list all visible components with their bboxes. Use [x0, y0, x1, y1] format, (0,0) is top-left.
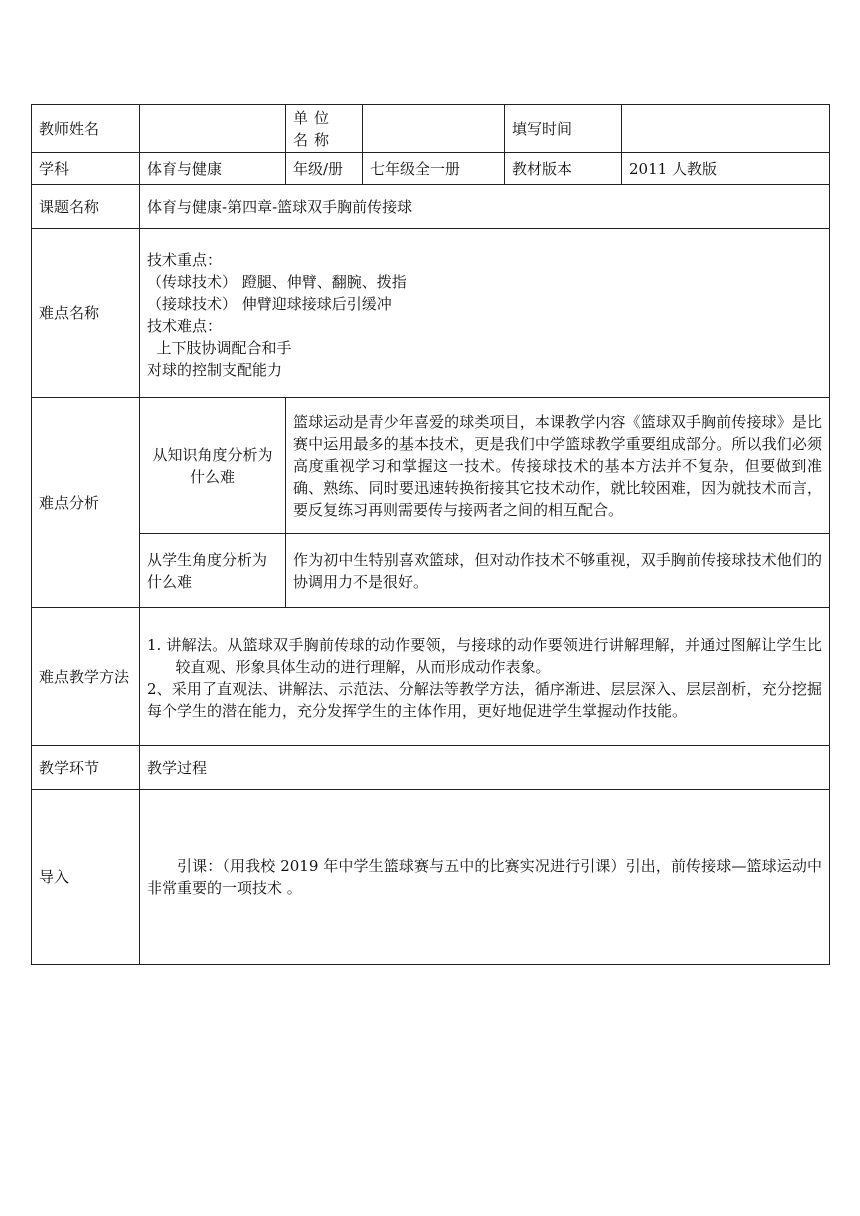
fill-time-value: [622, 105, 830, 153]
lesson-plan-table: [31, 104, 830, 965]
grade-label: 年级/册: [286, 153, 363, 185]
topic-label: 课题名称: [32, 185, 140, 229]
method-item-2: 2、采用了直观法、讲解法、示范法、分解法等教学方法，循序渐进、层层深入、层层剖析，充分挖掘每个学生的潜在能力，充分发挥学生的主体作用，更好地促进学生掌握动作技能。: [147, 679, 822, 720]
textbook-label: 教材版本: [505, 153, 622, 185]
analysis-row-knowledge: [32, 398, 830, 534]
difficulty-row: [32, 229, 830, 398]
difficult-point-line-1: 上下肢协调配合和手: [147, 338, 292, 357]
analysis-label: 难点分析: [32, 398, 140, 608]
passing-technique-line: （传球技术） 蹬腿、伸臂、翻腕、拨指: [147, 272, 407, 291]
analysis-row-student: [32, 534, 830, 608]
knowledge-angle-text: 篮球运动是青少年喜爱的球类项目，本课教学内容《篮球双手胸前传接球》是比赛中运用最多的基本技术，更是我们中学篮球教学重要组成部分。所以我们必须高度重视学习和掌握这一技术。传接球技术的基本方法并不复杂，但要做到准确、熟练、同时要迅速转换衔接其它技术动作，就比较困难，因为就技术而言，要反复练习再则需要传与接两者之间的相互配合。: [286, 398, 830, 534]
subject-value: 体育与健康: [140, 153, 286, 185]
difficulty-content: [140, 229, 830, 398]
topic-row: [32, 185, 830, 229]
intro-label: 导入: [32, 790, 140, 965]
student-angle-label: 从学生角度分析为什么难: [140, 534, 286, 608]
teacher-name-value: [140, 105, 286, 153]
method-label: 难点教学方法: [32, 608, 140, 746]
intro-text: 引课：（用我校 2019 年中学生篮球赛与五中的比赛实况进行引课）引出，前传接球—篮球运动中非常重要的一项技术 。: [140, 790, 830, 965]
grade-value: 七年级全一册: [363, 153, 505, 185]
difficulty-label: 难点名称: [32, 229, 140, 398]
method-content: [140, 608, 830, 746]
fill-time-label: 填写时间: [505, 105, 622, 153]
method-item-1: 1. 讲解法。从篮球双手胸前传球的动作要领，与接球的动作要领进行讲解理解，并通过图解让学生比较直观、形象具体生动的进行理解，从而形成动作表象。: [147, 635, 822, 676]
student-angle-text: 作为初中生特别喜欢篮球，但对动作技术不够重视，双手胸前传接球技术他们的协调用力不是很好。: [286, 534, 830, 608]
teaching-stage-label: 教学环节: [32, 746, 140, 790]
knowledge-angle-label: 从知识角度分析为什么难: [140, 398, 286, 534]
textbook-value: 2011 人教版: [622, 153, 830, 185]
header-row-subject: [32, 153, 830, 185]
difficult-point-line-2: 对球的控制支配能力: [147, 360, 283, 379]
intro-row: [32, 790, 830, 965]
process-header-row: [32, 746, 830, 790]
subject-label: 学科: [32, 153, 140, 185]
method-row: [32, 608, 830, 746]
teaching-process-label: 教学过程: [140, 746, 830, 790]
key-points-heading: 技术重点：: [147, 250, 223, 269]
topic-value: 体育与健康-第四章-篮球双手胸前传接球: [140, 185, 830, 229]
unit-name-value: [363, 105, 505, 153]
catching-technique-line: （接球技术） 伸臂迎球接球后引缓冲: [147, 294, 392, 313]
header-row-teacher: [32, 105, 830, 153]
teacher-name-label: 教师姓名: [32, 105, 140, 153]
difficult-points-heading: 技术难点：: [147, 316, 223, 335]
unit-name-label: 单位名称: [286, 105, 363, 153]
